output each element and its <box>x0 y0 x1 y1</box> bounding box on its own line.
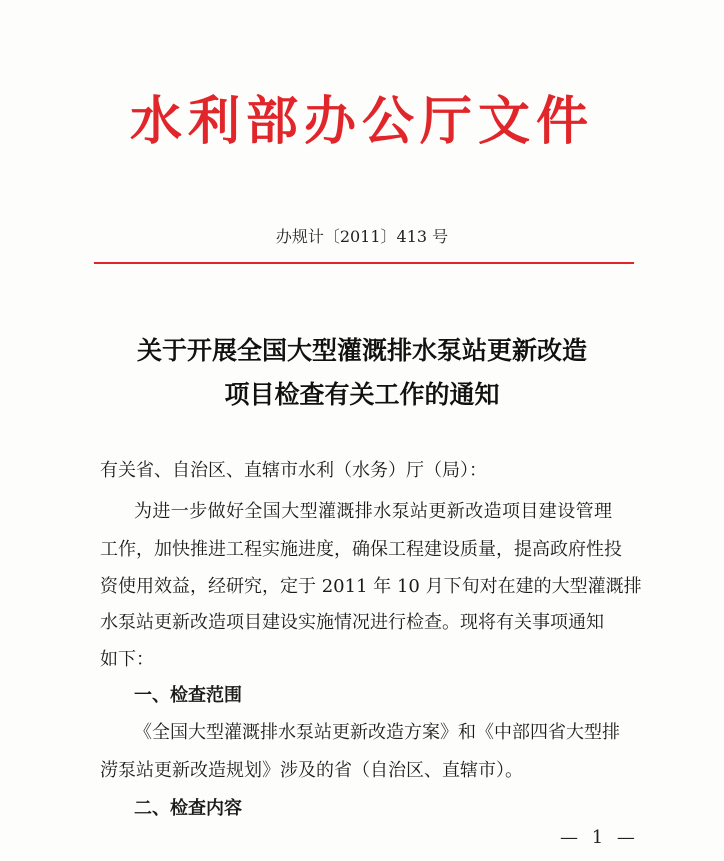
notice-title-line-2: 项目检查有关工作的通知 <box>224 380 500 409</box>
paragraph-2-line-1: 《全国大型灌溉排水泵站更新改造方案》和《中部四省大型排 <box>134 722 620 743</box>
masthead-title: 水利部办公厅文件 <box>129 91 594 152</box>
section-2-heading: 二、检查内容 <box>134 798 242 819</box>
section-1-heading: 一、检查范围 <box>134 685 242 706</box>
notice-title-line-1: 关于开展全国大型灌溉排水泵站更新改造 <box>136 336 587 365</box>
red-divider-line <box>94 262 634 264</box>
paragraph-1-line-5: 如下： <box>100 649 154 670</box>
page-number: — 1 — <box>560 827 639 848</box>
paragraph-2-line-2: 涝泵站更新改造规划》涉及的省（自治区、直辖市）。 <box>100 760 523 781</box>
paragraph-1-line-2: 工作，加快推进工程实施进度，确保工程建设质量，提高政府性投 <box>100 539 622 560</box>
paragraph-1-line-1: 为进一步做好全国大型灌溉排水泵站更新改造项目建设管理 <box>134 501 613 522</box>
paragraph-1-line-3: 资使用效益，经研究，定于 2011 年 10 月下旬对在建的大型灌溉排 <box>100 576 642 597</box>
salutation: 有关省、自治区、直辖市水利（水务）厅（局）： <box>100 460 487 481</box>
document-number: 办规计〔2011〕413 号 <box>275 227 449 246</box>
paragraph-1-line-4: 水泵站更新改造项目建设实施情况进行检查。现将有关事项通知 <box>100 612 604 633</box>
